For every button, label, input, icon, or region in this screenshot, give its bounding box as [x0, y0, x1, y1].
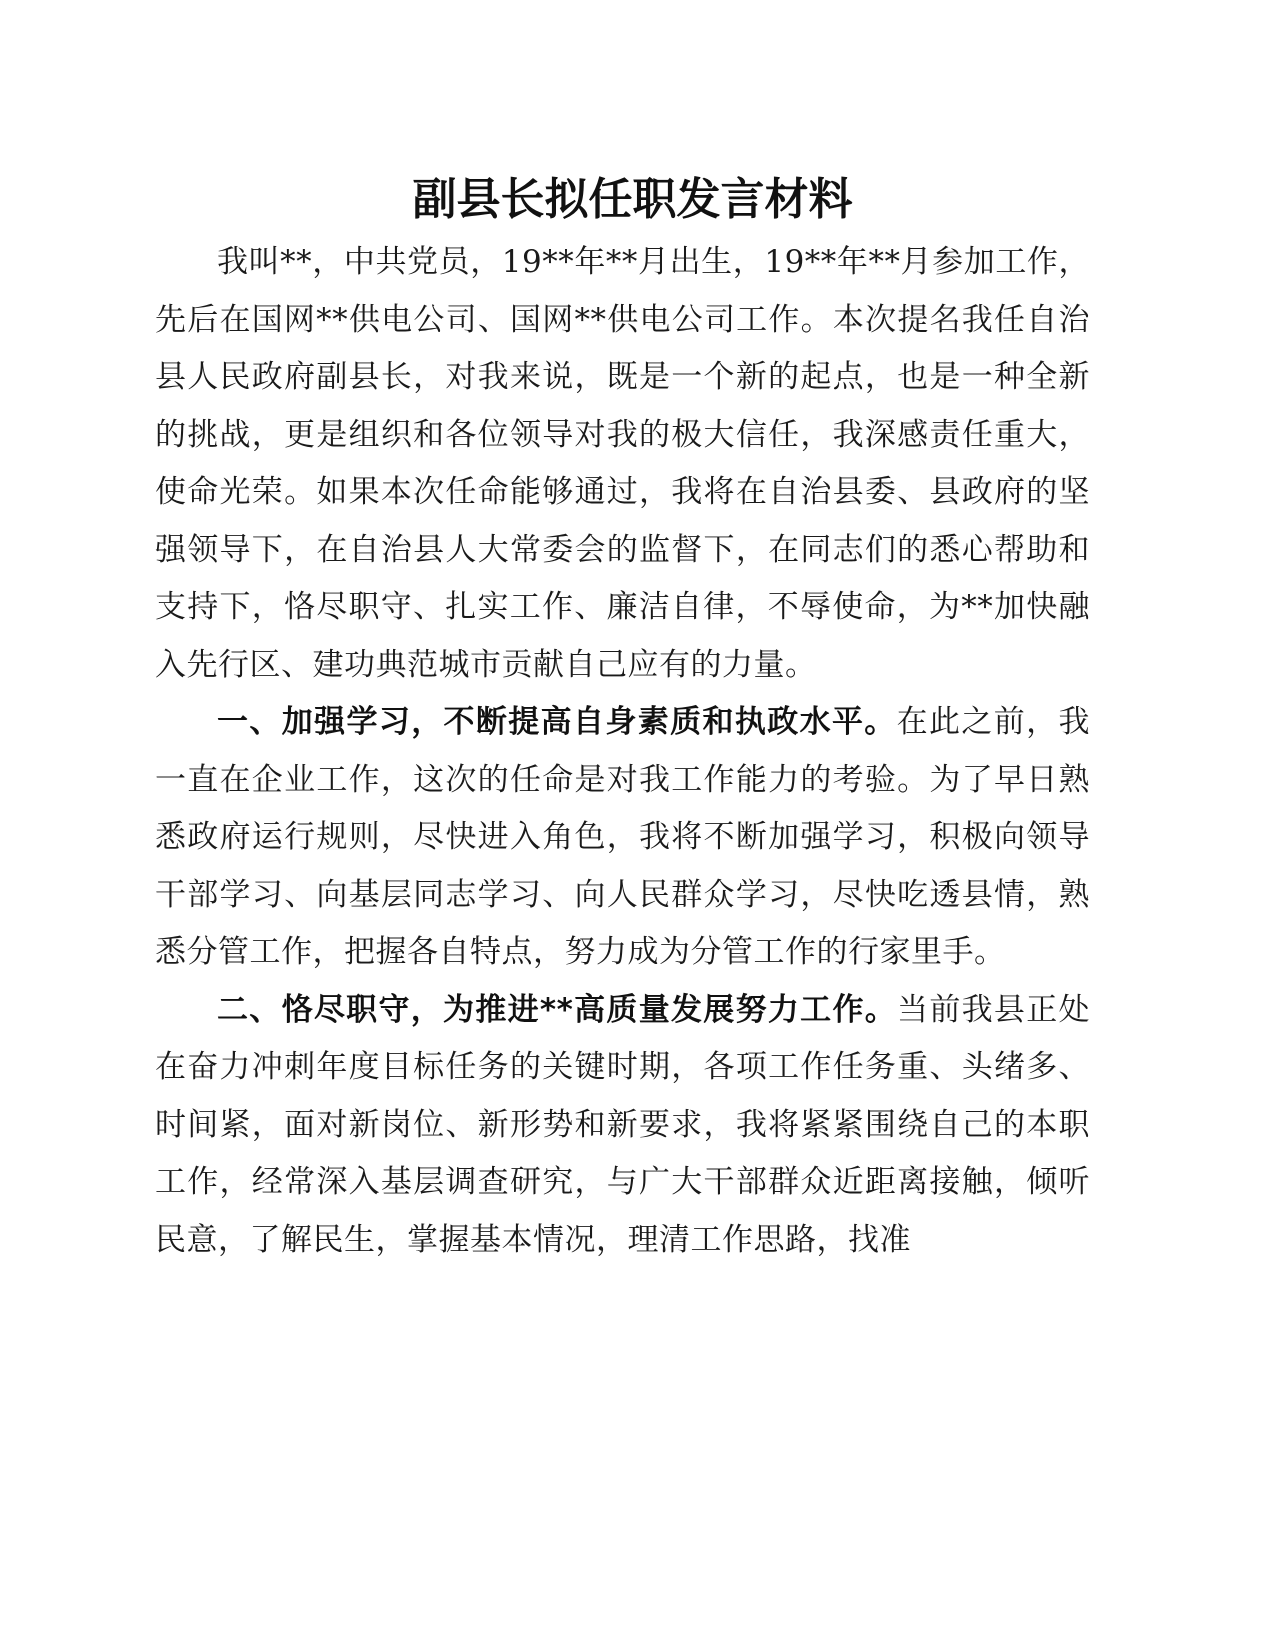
paragraph-text: 我叫**，中共党员，19**年**月出生，19**年**月参加工作，先后在国网**供电公司、国网**供电公司工作。本次提名我任自治县人民政府副县长，对我来说，既是一个新的起点，也是一种全新的挑战，更是组织和各位领导对我的极大信任，我深感责任重大，使命光荣。如果本次任命能够通过，我将在自治县委、县政府的坚强领导下，在自治县人大常委会的监督下，在同志们的悉心帮助和支持下，恪尽职守、扎实工作、廉洁自律，不辱使命，为**加快融入先行区、建功典范城市贡献自己应有的力量。	[155, 244, 1090, 683]
paragraph-text: 在此之前，我一直在企业工作，这次的任命是对我工作能力的考验。为了早日熟悉政府运行规则，尽快进入角色，我将不断加强学习，积极向领导干部学习、向基层同志学习、向人民群众学习，尽快吃透县情，熟悉分管工作，把握各自特点，努力成为分管工作的行家里手。	[155, 704, 1090, 970]
document-title: 副县长拟任职发言材料	[412, 174, 853, 225]
paragraph-section-2	[155, 982, 1090, 1270]
paragraph-section-1	[155, 694, 1090, 982]
section-heading: 二、恪尽职守，为推进**高质量发展努力工作。	[217, 991, 898, 1028]
section-heading: 一、加强学习，不断提高自身素质和执政水平。	[217, 704, 897, 740]
document-body	[155, 234, 1090, 1269]
paragraph-intro	[155, 234, 1090, 694]
paragraph-text: 当前我县正处在奋力冲刺年度目标任务的关键时期，各项工作任务重、头绪多、时间紧，面对新岗位、新形势和新要求，我将紧紧围绕自己的本职工作，经常深入基层调查研究，与广大干部群众近距离接触，倾听民意，了解民生，掌握基本情况，理清工作思路，找准	[155, 991, 1091, 1258]
